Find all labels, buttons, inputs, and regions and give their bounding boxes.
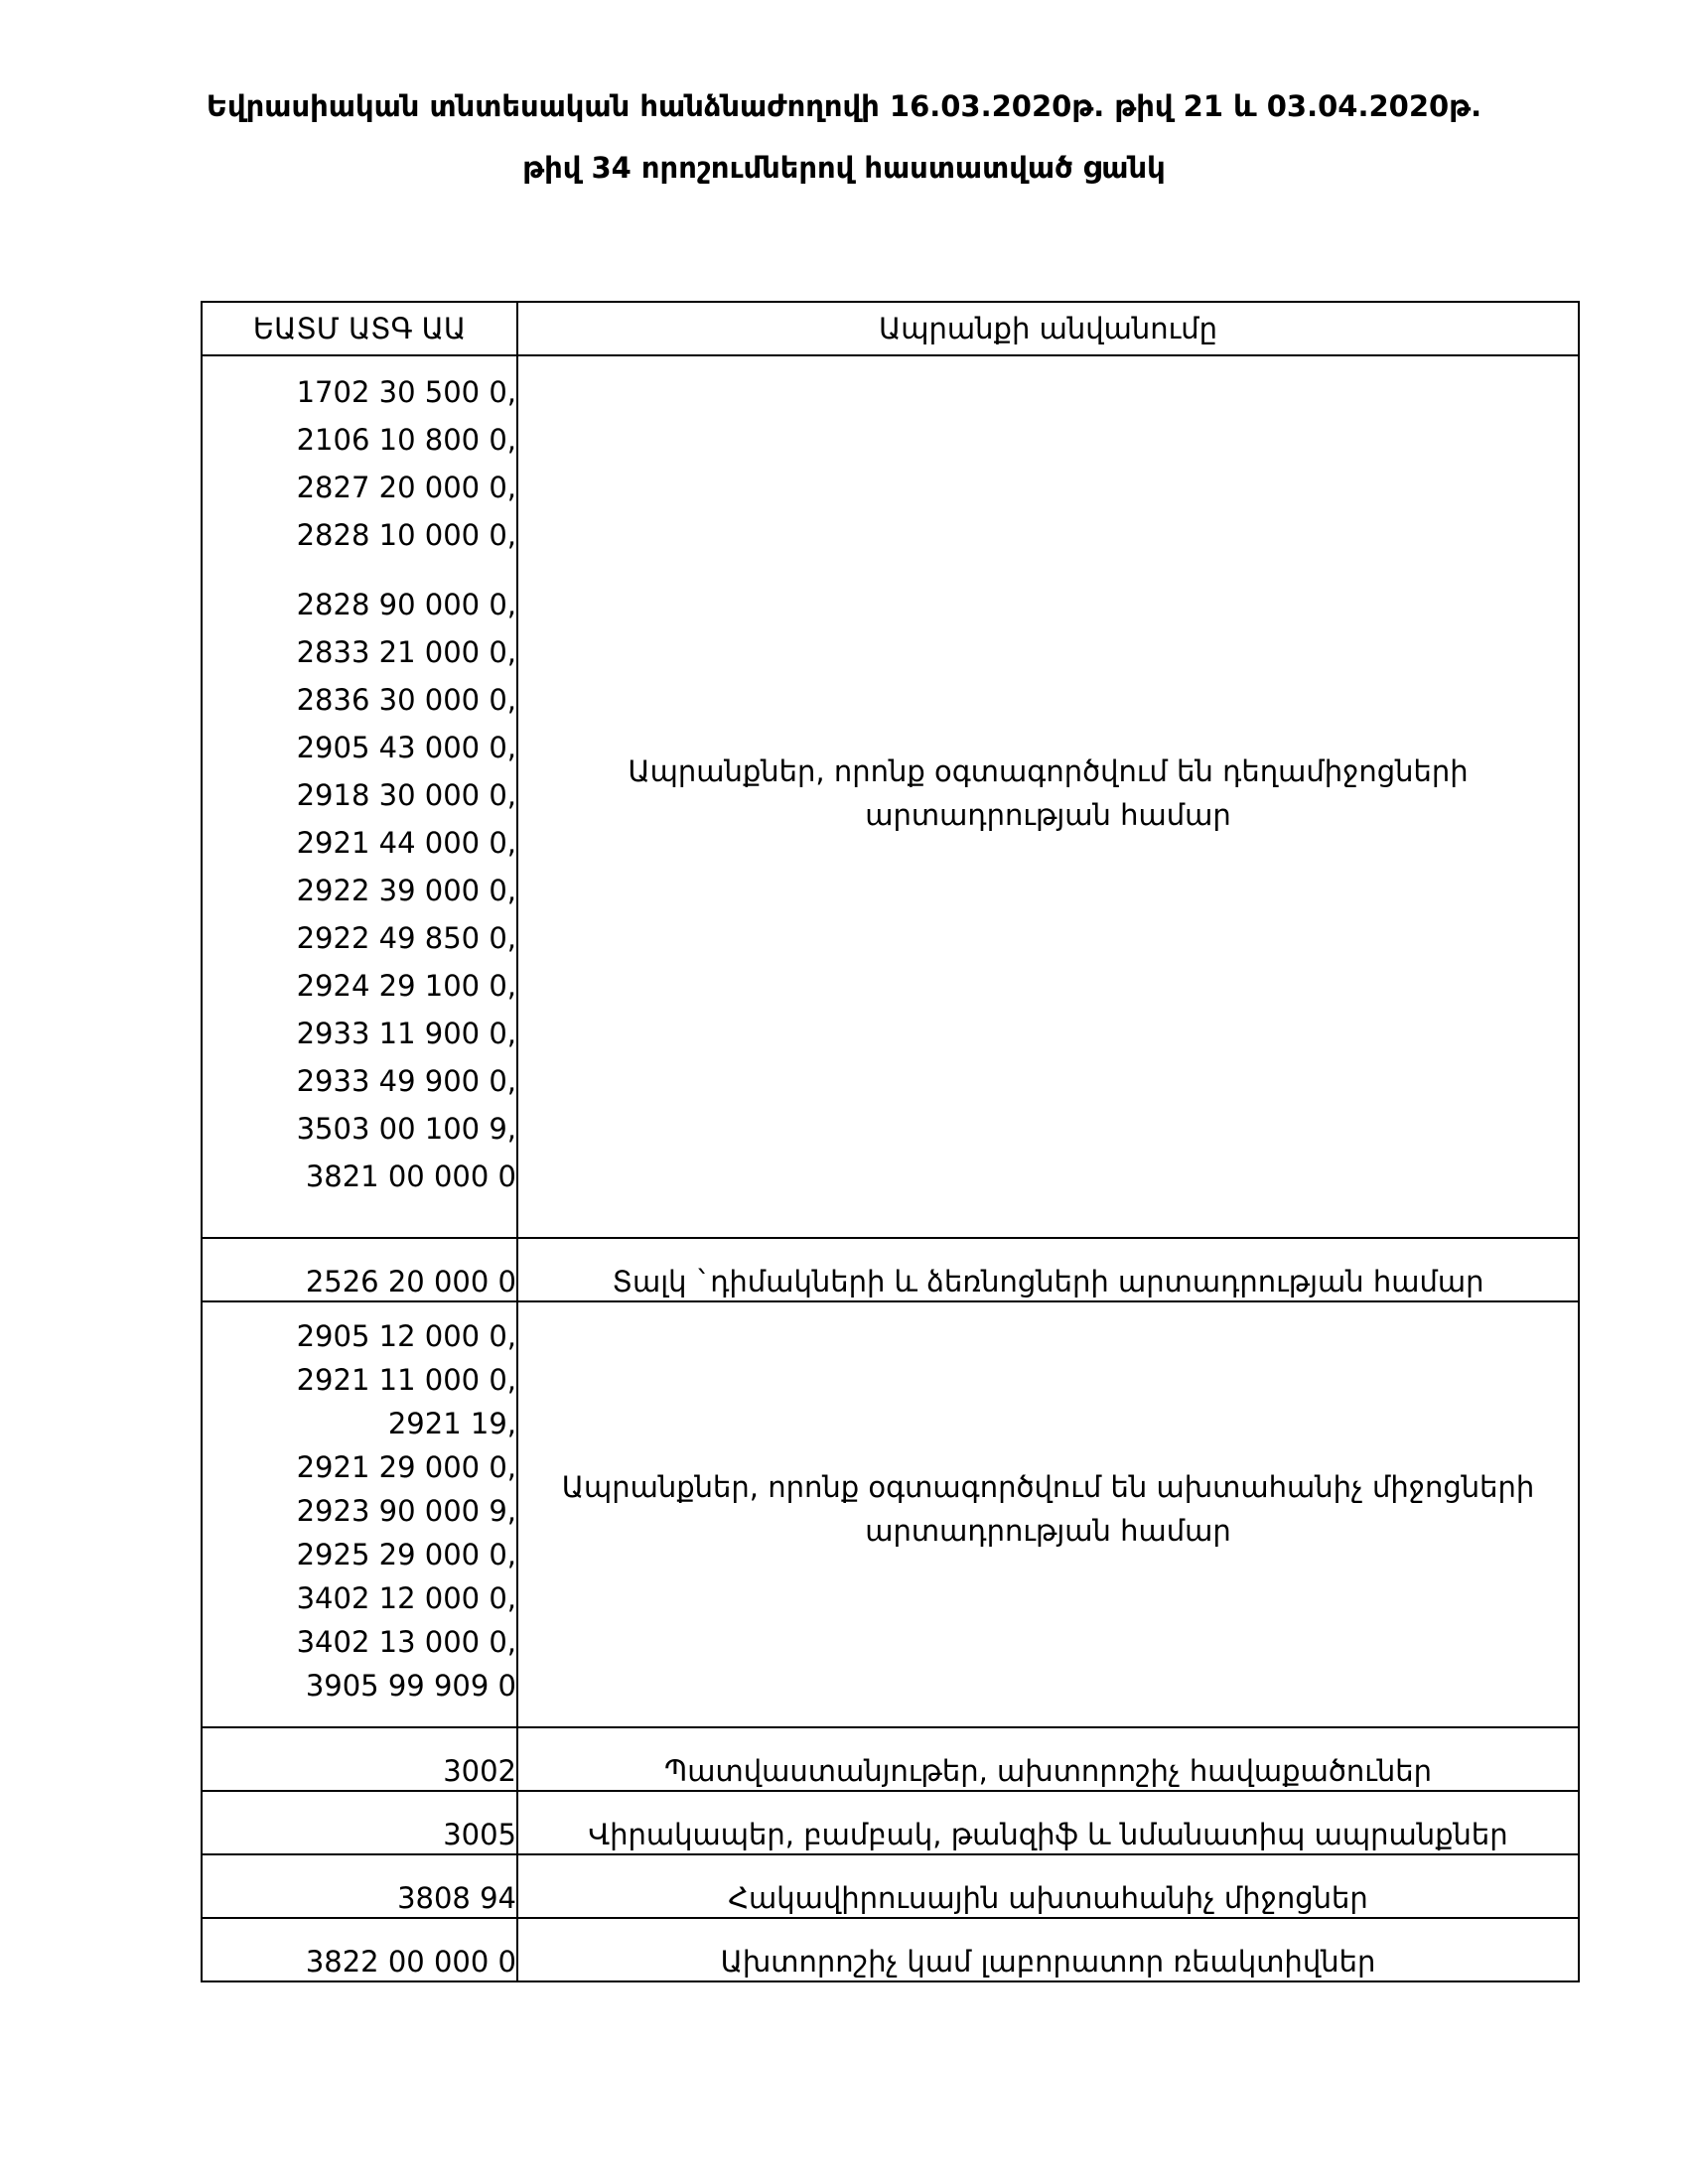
code-value: 2924 29 100 0,	[296, 969, 516, 1003]
code-value: 3002	[443, 1754, 516, 1788]
code-value: 1702 30 500 0,	[296, 375, 516, 409]
table-header-row	[202, 302, 1579, 355]
code-value: 3821 00 000 0	[305, 1160, 516, 1193]
table-row	[202, 1918, 1579, 1981]
code-value: 2918 30 000 0,	[296, 778, 516, 812]
code-value: 2921 19,	[387, 1407, 516, 1440]
code-value: 2933 49 900 0,	[296, 1064, 516, 1098]
document-title	[0, 89, 1688, 185]
code-cell	[202, 355, 517, 1238]
goods-name: Ապրանքներ, որոնք օգտագործվում են ախտահանիչ միջոցների արտադրության համար	[517, 1301, 1579, 1727]
table-row	[202, 1238, 1579, 1301]
code-value: 2833 21 000 0,	[296, 635, 516, 669]
code-value: 2921 11 000 0,	[296, 1363, 516, 1397]
code-value: 3503 00 100 9,	[296, 1112, 516, 1146]
code-value: 2828 10 000 0,	[296, 518, 516, 552]
goods-name: Պատվաստանյութեր, ախտորոշիչ հավաքածուներ	[517, 1727, 1579, 1791]
code-cell	[202, 1727, 517, 1791]
code-value: 2526 20 000 0	[305, 1265, 516, 1298]
header-name: Ապրանքի անվանումը	[517, 302, 1579, 355]
table-row	[202, 1791, 1579, 1854]
code-value: 3905 99 909 0	[305, 1669, 516, 1703]
code-cell	[202, 1854, 517, 1918]
header-code: ԵԱՏՄ ԱՏԳ ԱԱ	[202, 302, 517, 355]
code-value: 2925 29 000 0,	[296, 1538, 516, 1571]
code-value: 2905 12 000 0,	[296, 1319, 516, 1353]
goods-name: Վիրակապեր, բամբակ, թանզիֆ և նմանատիպ ապրանքներ	[517, 1791, 1579, 1854]
code-value: 3822 00 000 0	[305, 1945, 516, 1979]
code-value: 2933 11 900 0,	[296, 1017, 516, 1050]
code-cell	[202, 1918, 517, 1981]
code-value: 2922 49 850 0,	[296, 921, 516, 955]
code-value: 2922 39 000 0,	[296, 874, 516, 907]
title-line-1: Եվրասիական տնտեսական հանձնաժողովի 16.03.2020թ. թիվ 21 և 03.04.2020թ.	[206, 89, 1482, 123]
table-row	[202, 1727, 1579, 1791]
code-value: 2106 10 800 0,	[296, 423, 516, 457]
code-value: 2836 30 000 0,	[296, 683, 516, 717]
code-value: 2921 44 000 0,	[296, 826, 516, 860]
code-value: 3402 13 000 0,	[296, 1625, 516, 1659]
code-value: 3005	[443, 1818, 516, 1851]
goods-name: Հակավիրուսային ախտահանիչ միջոցներ	[517, 1854, 1579, 1918]
code-value: 2827 20 000 0,	[296, 471, 516, 504]
code-value: 3402 12 000 0,	[296, 1581, 516, 1615]
code-value: 3808 94	[397, 1881, 516, 1915]
goods-name: Ախտորոշիչ կամ լաբորատոր ռեակտիվներ	[517, 1918, 1579, 1981]
table-row	[202, 355, 1579, 1238]
code-cell	[202, 1301, 517, 1727]
code-value: 2923 90 000 9,	[296, 1494, 516, 1528]
code-cell	[202, 1791, 517, 1854]
code-value: 2905 43 000 0,	[296, 731, 516, 764]
code-value: 2828 90 000 0,	[296, 588, 516, 621]
table-row	[202, 1301, 1579, 1727]
goods-name: Տալկ `դիմակների և ձեռնոցների արտադրության համար	[517, 1238, 1579, 1301]
title-line-2: թիվ 34 որոշումներով հաստատված ցանկ	[522, 151, 1166, 185]
code-value: 2921 29 000 0,	[296, 1450, 516, 1484]
goods-table	[201, 301, 1580, 1982]
goods-name: Ապրանքներ, որոնք օգտագործվում են դեղամիջոցների արտադրության համար	[517, 355, 1579, 1238]
table-row	[202, 1854, 1579, 1918]
code-cell	[202, 1238, 517, 1301]
